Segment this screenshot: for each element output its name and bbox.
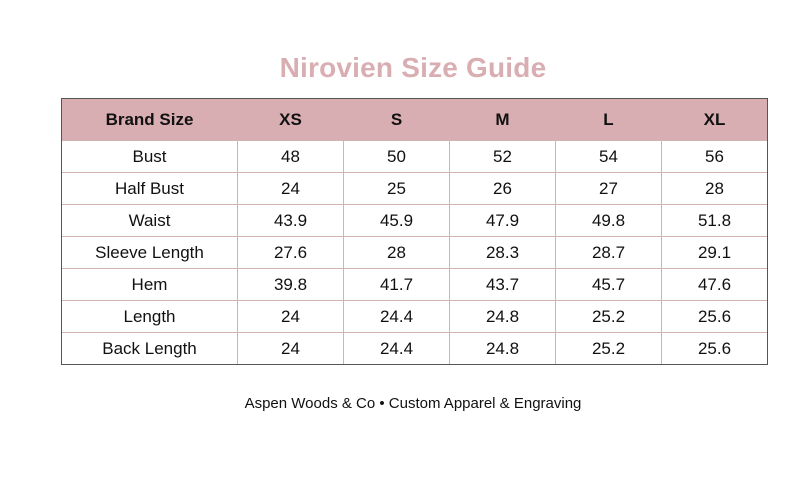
table-cell: 25.2 (556, 333, 662, 365)
table-row (62, 237, 768, 269)
table-cell: 50 (344, 141, 450, 173)
table-cell: 26 (450, 173, 556, 205)
table-cell: 25.6 (662, 301, 768, 333)
header-size-xs: XS (238, 99, 344, 141)
table-header-row (62, 99, 768, 141)
table-cell: 27 (556, 173, 662, 205)
table-cell: 24 (238, 301, 344, 333)
table-cell: 45.9 (344, 205, 450, 237)
table-cell: 48 (238, 141, 344, 173)
row-label: Back Length (62, 333, 238, 365)
table-cell: 24.4 (344, 301, 450, 333)
table-cell: 25.6 (662, 333, 768, 365)
table-cell: 43.9 (238, 205, 344, 237)
table-row (62, 269, 768, 301)
table-cell: 24.8 (450, 301, 556, 333)
table-cell: 28 (662, 173, 768, 205)
table-cell: 47.6 (662, 269, 768, 301)
table-cell: 49.8 (556, 205, 662, 237)
footer-brand-line: Aspen Woods & Co • Custom Apparel & Engraving (244, 395, 582, 412)
page-title: Nirovien Size Guide (279, 52, 547, 83)
table-row (62, 301, 768, 333)
table-cell: 28 (344, 237, 450, 269)
table-cell: 24 (238, 173, 344, 205)
table-row (62, 333, 768, 365)
table-cell: 41.7 (344, 269, 450, 301)
table-cell: 27.6 (238, 237, 344, 269)
table-cell: 25.2 (556, 301, 662, 333)
row-label: Bust (62, 141, 238, 173)
table-cell: 39.8 (238, 269, 344, 301)
row-label: Length (62, 301, 238, 333)
header-size-xl: XL (662, 99, 768, 141)
table-cell: 45.7 (556, 269, 662, 301)
header-size-l: L (556, 99, 662, 141)
table-cell: 47.9 (450, 205, 556, 237)
header-size-m: M (450, 99, 556, 141)
row-label: Hem (62, 269, 238, 301)
table-cell: 43.7 (450, 269, 556, 301)
header-size-s: S (344, 99, 450, 141)
row-label: Half Bust (62, 173, 238, 205)
row-label: Waist (62, 205, 238, 237)
row-label: Sleeve Length (62, 237, 238, 269)
table-cell: 24.8 (450, 333, 556, 365)
header-brand-size: Brand Size (62, 99, 238, 141)
table-row (62, 205, 768, 237)
table-cell: 28.7 (556, 237, 662, 269)
table-cell: 52 (450, 141, 556, 173)
table-cell: 29.1 (662, 237, 768, 269)
table-cell: 28.3 (450, 237, 556, 269)
table-row (62, 173, 768, 205)
table-row (62, 141, 768, 173)
table-cell: 51.8 (662, 205, 768, 237)
table-cell: 24.4 (344, 333, 450, 365)
table-cell: 56 (662, 141, 768, 173)
size-table (61, 98, 768, 365)
table-cell: 54 (556, 141, 662, 173)
table-cell: 25 (344, 173, 450, 205)
table-cell: 24 (238, 333, 344, 365)
